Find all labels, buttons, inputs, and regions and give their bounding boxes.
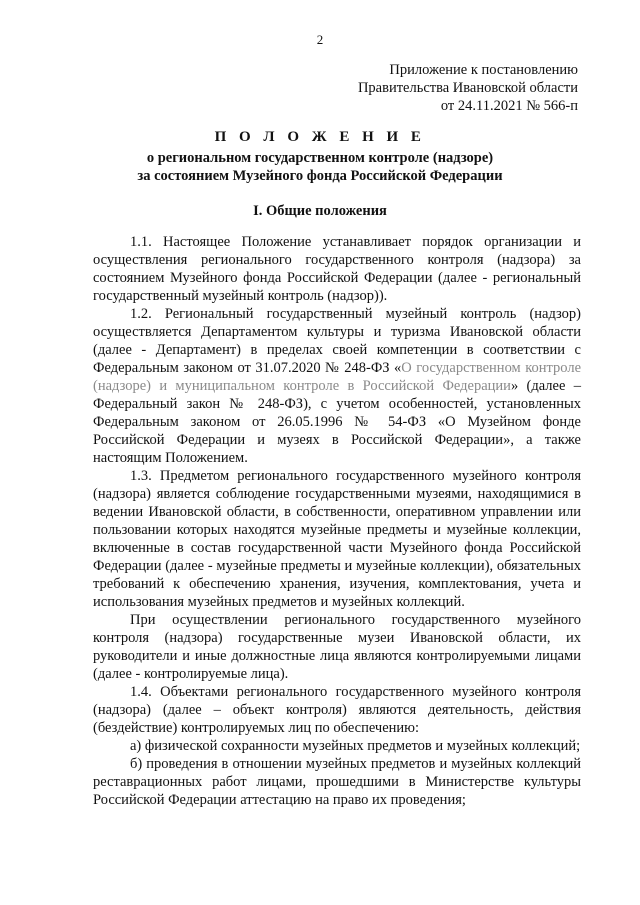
page-number: 2 bbox=[316, 32, 324, 47]
section-heading: I. Общие положения bbox=[253, 203, 387, 219]
paragraph-item-b: б) проведения в отношении музейных предметов и музейных коллекций реставрационных работ лицами, прошедшими в Министерстве культуры Российской Федерации аттестацию на право их проведения; bbox=[93, 756, 581, 808]
appendix-line-3: от 24.11.2021 № 566-п bbox=[440, 98, 578, 114]
document-title: П О Л О Ж Е Н И Е bbox=[214, 129, 426, 145]
subtitle-line-2: за состоянием Музейного фонда Российской Федерации bbox=[137, 168, 503, 184]
paragraph-item-a: а) физической сохранности музейных предметов и музейных коллекций; bbox=[130, 738, 581, 754]
paragraph-1-2 bbox=[93, 305, 581, 467]
paragraph-1-3: 1.3. Предметом регионального государственного музейного контроля (надзора) является соблюдение государственными музеями, находящимися в ведении Ивановской области, в собственности, оперативном управлении или пользовании которых находятся музейные предметы и музейные коллекции, включенные в состав государственной части Музейного фонда Российской Федерации (далее - музейные предметы и музейные коллекции), обязательных требований к обеспечению хранения, изучения, комплектования, учета и использования музейных предметов и музейных коллекций. bbox=[93, 468, 581, 610]
paragraph-controlled-persons: При осуществлении регионального государственного музейного контроля (надзора) государственные музеи Ивановской области, их руководители и иные должностные лица являются контролируемыми лицами (далее - контролируемые лица). bbox=[93, 612, 581, 682]
law-title-greyed: О государственном контроле (надзоре) и муниципальном контроле в Российской Федерации bbox=[93, 360, 582, 394]
subtitle-line-1: о региональном государственном контроле (надзоре) bbox=[146, 150, 494, 166]
paragraph-1-1: 1.1. Настоящее Положение устанавливает порядок организации и осуществления регионального государственного контроля (надзора) за состоянием Музейного фонда Российской Федерации (далее - региональный государственный музейный контроль (надзор)). bbox=[93, 234, 581, 304]
paragraph-1-2-text-b: » (далее – Федеральный закон № 248-ФЗ), с учетом особенностей, установленных Федеральным законом от 26.05.1996 № 54-ФЗ «О Музейном фонде Российской Федерации и музеях в Российской Федерации», а также настоящим Положением. bbox=[93, 378, 581, 466]
document-body bbox=[93, 233, 581, 809]
paragraph-1-4: 1.4. Объектами регионального государственного музейного контроля (надзора) (далее – объект контроля) являются деятельность, действия (бездействие) контролируемых лиц по обеспечению: bbox=[93, 684, 581, 736]
document-subtitle bbox=[0, 149, 640, 185]
appendix-line-1: Приложение к постановлению bbox=[389, 62, 578, 78]
appendix-block bbox=[358, 61, 578, 115]
appendix-line-2: Правительства Ивановской области bbox=[357, 80, 578, 96]
paragraph-1-2-text-a: 1.2. Региональный государственный музейный контроль (надзор) осуществляется Департаментом культуры и туризма Ивановской области (далее - Департамент) в пределах своей компетенции в соответствии с Федеральным законом от 31.07.2020 № 248-ФЗ « bbox=[93, 306, 581, 376]
